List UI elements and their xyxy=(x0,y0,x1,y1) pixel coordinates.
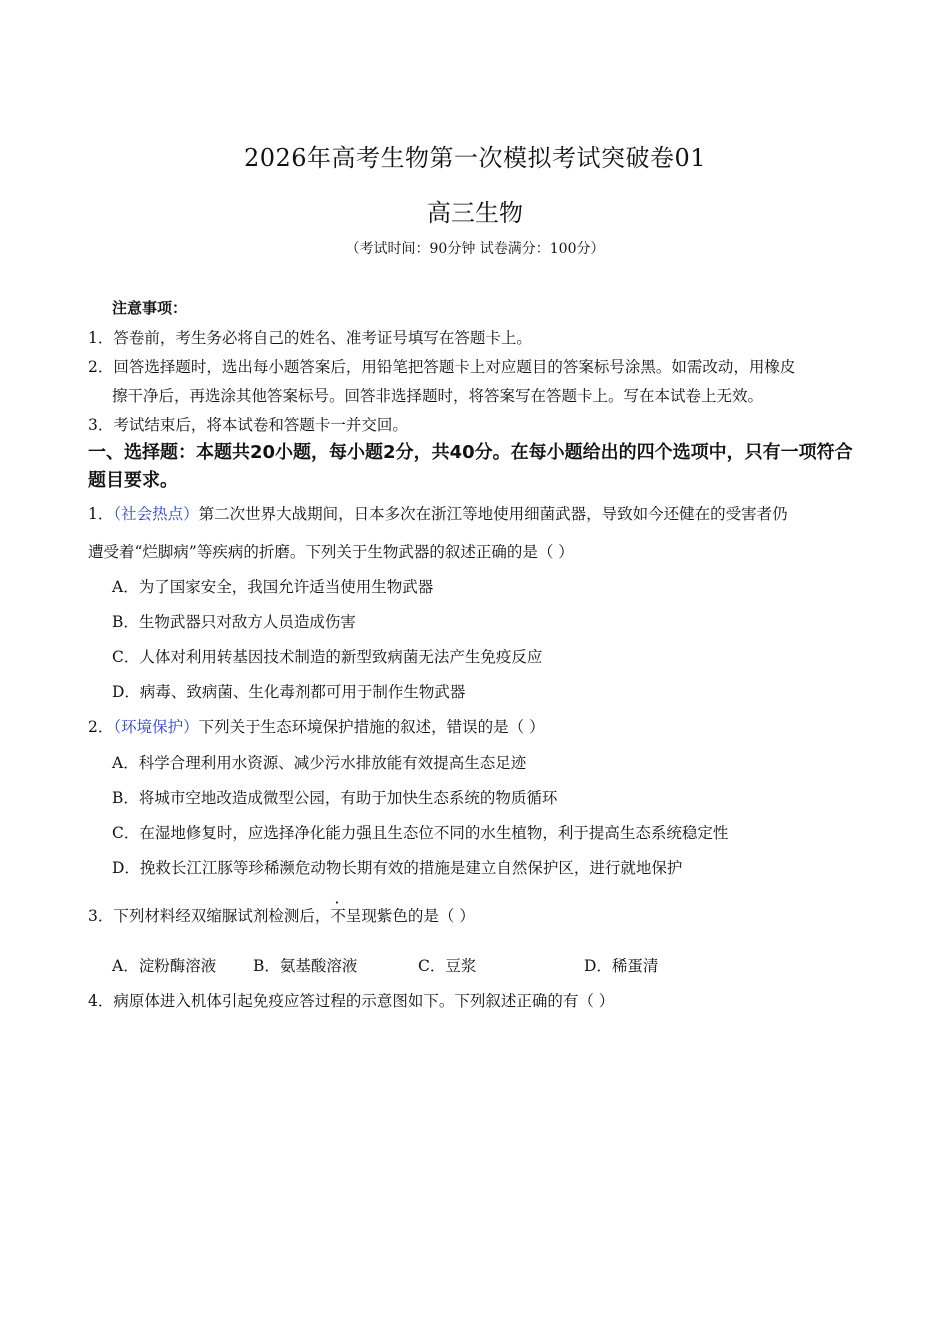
question-2-option-a: A．科学合理利用水资源、减少污水排放能有效提高生态足迹 xyxy=(112,754,527,772)
question-tag: （环境保护） xyxy=(113,718,199,736)
question-4-stem xyxy=(88,989,614,1011)
question-3-stem xyxy=(88,904,475,926)
question-text: 下列材料经双缩脲试剂检测后， xyxy=(113,907,331,925)
question-1-option-d: D．病毒、致病菌、生化毒剂都可用于制作生物武器 xyxy=(112,683,466,701)
question-2-stem xyxy=(88,715,545,737)
question-number: 4． xyxy=(88,992,114,1010)
exam-info: （考试时间：90分钟 试卷满分：100分） xyxy=(345,241,605,257)
question-3-option-c: C．豆浆 xyxy=(418,957,477,975)
question-3-option-b: B．氨基酸溶液 xyxy=(253,957,358,975)
notice-item: 2．回答选择题时，选出每小题答案后，用铅笔把答题卡上对应题目的答案标号涂黑。如需改动，用橡皮 xyxy=(88,358,796,376)
question-2-option-d: D．挽救长江江豚等珍稀濒危动物长期有效的措施是建立自然保护区，进行就地保护 xyxy=(112,859,683,877)
page-subtitle: 高三生物 xyxy=(427,199,523,227)
question-text: 第二次世界大战期间，日本多次在浙江等地使用细菌武器，导致如今还健在的受害者仍 xyxy=(198,505,788,523)
question-number: 1． xyxy=(88,505,114,523)
question-3-option-d: D．稀蛋清 xyxy=(584,957,659,975)
question-1-option-a: A．为了国家安全，我国允许适当使用生物武器 xyxy=(112,578,434,596)
question-3-option-a: A．淀粉酶溶液 xyxy=(112,957,217,975)
question-text: 下列关于生态环境保护措施的叙述，错误的是（ ） xyxy=(198,718,545,736)
question-1-option-c: C．人体对利用转基因技术制造的新型致病菌无法产生免疫反应 xyxy=(112,648,543,666)
emphasis-dot-word: 不 xyxy=(330,907,346,925)
question-2-option-c: C．在湿地修复时，应选择净化能力强且生态位不同的水生植物，利于提高生态系统稳定性 xyxy=(112,824,729,842)
question-text: 病原体进入机体引起免疫应答过程的示意图如下。下列叙述正确的有（ ） xyxy=(113,992,615,1010)
notice-item: 擦干净后，再选涂其他答案标号。回答非选择题时，将答案写在答题卡上。写在本试卷上无效。 xyxy=(112,387,764,405)
question-text-cont: 呈现紫色的是（ ） xyxy=(345,907,475,925)
question-1-stem-cont: 遭受着“烂脚病”等疾病的折磨。下列关于生物武器的叙述正确的是（ ） xyxy=(88,543,574,561)
question-tag: （社会热点） xyxy=(113,505,199,523)
notice-heading: 注意事项： xyxy=(112,299,188,317)
question-number: 3． xyxy=(88,907,114,925)
notice-item: 1．答卷前，考生务必将自己的姓名、准考证号填写在答题卡上。 xyxy=(88,329,532,347)
question-1-stem xyxy=(88,502,788,524)
question-1-option-b: B．生物武器只对敌方人员造成伤害 xyxy=(112,613,356,631)
section-heading: 一、选择题：本题共20小题，每小题2分，共40分。在每小题给出的四个选项中，只有一项符合题目要求。 xyxy=(88,442,853,491)
question-number: 2． xyxy=(88,718,114,736)
page-title: 2026年高考生物第一次模拟考试突破卷01 xyxy=(243,144,707,172)
notice-item: 3．考试结束后，将本试卷和答题卡一并交回。 xyxy=(88,416,408,434)
question-2-option-b: B．将城市空地改造成微型公园，有助于加快生态系统的物质循环 xyxy=(112,789,558,807)
